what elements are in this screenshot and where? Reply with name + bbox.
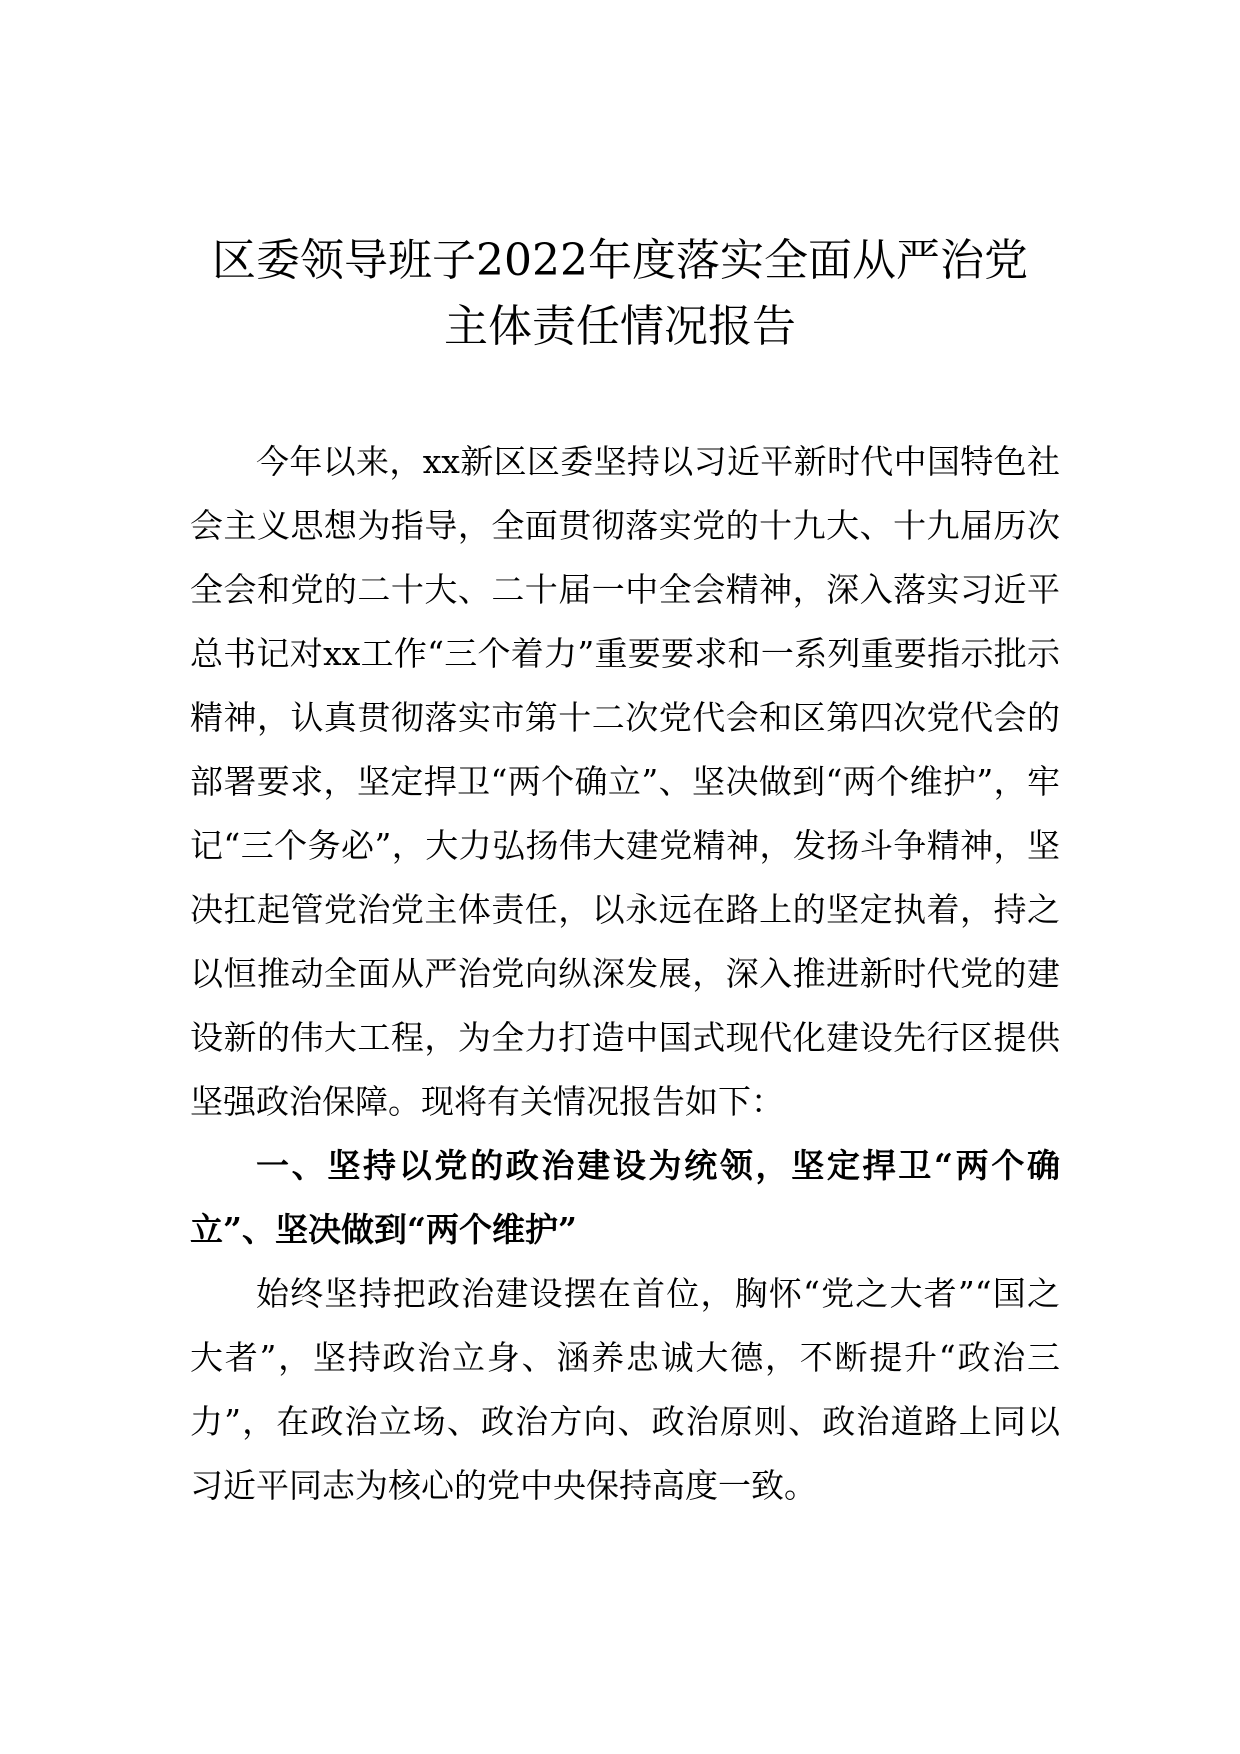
section-heading-1: 一、坚持以党的政治建设为统领，坚定捍卫“两个确立”、坚决做到“两个维护” [190,1146,1060,1249]
document-body [190,430,1060,1518]
section-paragraph-1: 始终坚持把政治建设摆在首位，胸怀“党之大者”“国之大者”，坚持政治立身、涵养忠诚大德，不断提升“政治三力”，在政治立场、政治方向、政治原则、政治道路上同以习近平同志为核心的党中央保持高度一致。 [190,1274,1060,1505]
intro-paragraph: 今年以来，xx新区区委坚持以习近平新时代中国特色社会主义思想为指导，全面贯彻落实党的十九大、十九届历次全会和党的二十大、二十届一中全会精神，深入落实习近平总书记对xx工作“三个着力”重要要求和一系列重要指示批示精神，认真贯彻落实市第十二次党代会和区第四次党代会的部署要求，坚定捍卫“两个确立”、坚决做到“两个维护”，牢记“三个务必”，大力弘扬伟大建党精神，发扬斗争精神，坚决扛起管党治党主体责任，以永远在路上的坚定执着，持之以恒推动全面从严治党向纵深发展，深入推进新时代党的建设新的伟大工程，为全力打造中国式现代化建设先行区提供坚强政治保障。现将有关情况报告如下： [190,442,1060,1121]
document-title [150,228,1090,360]
title-line-1: 区委领导班子2022年度落实全面从严治党 [212,235,1028,286]
title-line-2: 主体责任情况报告 [444,301,796,352]
